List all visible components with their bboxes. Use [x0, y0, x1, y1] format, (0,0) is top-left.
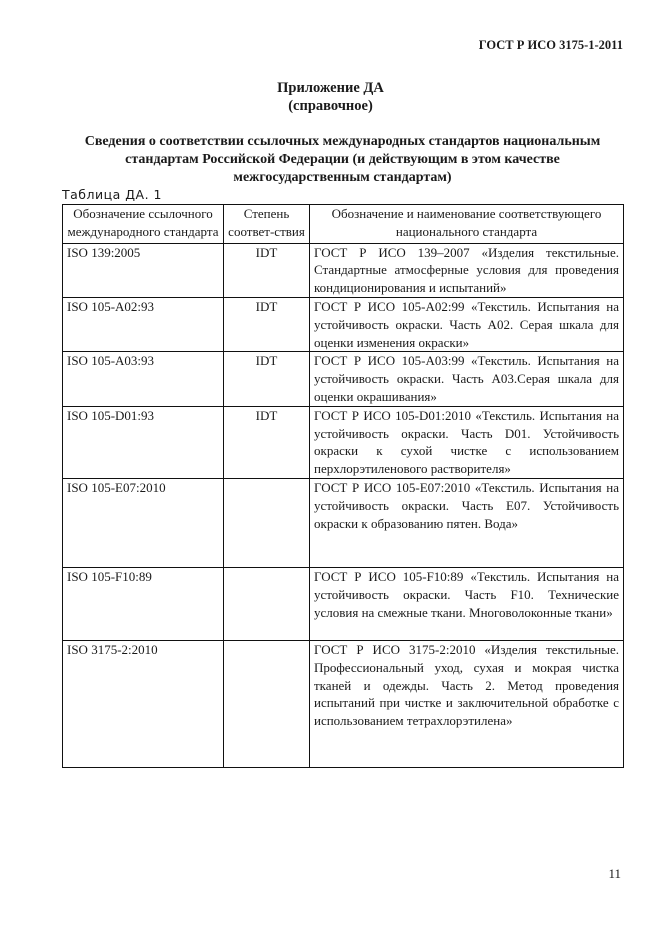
table-caption: Таблица ДА. 1: [62, 187, 162, 202]
degree-value: [224, 640, 310, 767]
international-code: ISO 105-D01:93: [63, 406, 224, 478]
degree-value: IDT: [224, 243, 310, 297]
degree-value: [224, 478, 310, 567]
table-row: [63, 478, 624, 567]
column-header-international: Обозначение ссылочного международного стандарта: [63, 205, 224, 244]
international-code: ISO 105-A02:93: [63, 297, 224, 351]
column-header-national: Обозначение и наименование соответствующего национального стандарта: [310, 205, 624, 244]
international-code: ISO 139:2005: [63, 243, 224, 297]
table-row: [63, 243, 624, 297]
correspondence-table: [62, 204, 624, 768]
column-header-degree: Степень соответ-ствия: [224, 205, 310, 244]
table-row: [63, 567, 624, 640]
appendix-title: Приложение ДА: [277, 80, 384, 96]
degree-value: IDT: [224, 352, 310, 406]
table-row: [63, 406, 624, 478]
table-header-row: [63, 205, 624, 244]
degree-value: IDT: [224, 297, 310, 351]
document-code: ГОСТ Р ИСО 3175-1-2011: [478, 38, 623, 52]
international-code: ISO 3175-2:2010: [63, 640, 224, 767]
table-row: [63, 297, 624, 351]
table-row: [63, 352, 624, 406]
national-standard: ГОСТ Р ИСО 105-A02:99 «Текстиль. Испытания на устойчивость окраски. Часть A02. Серая шкала для оценки изменения окраски»: [310, 297, 624, 351]
international-code: ISO 105-A03:93: [63, 352, 224, 406]
page-number: 11: [608, 866, 621, 881]
national-standard: ГОСТ Р ИСО 105-E07:2010 «Текстиль. Испытания на устойчивость окраски. Часть E07. Устойчивость окраски к образованию пятен. Вода»: [310, 478, 624, 567]
national-standard: ГОСТ Р ИСО 139–2007 «Изделия текстильные. Стандартные атмосферные условия для проведения кондиционирования и испытаний»: [310, 243, 624, 297]
international-code: ISO 105-F10:89: [63, 567, 224, 640]
appendix-subtitle: (справочное): [288, 98, 373, 114]
national-standard: ГОСТ Р ИСО 3175-2:2010 «Изделия текстильные. Профессиональный уход, сухая и мокрая чистка тканей и одежды. Часть 2. Метод проведения испытаний при чистке и заключительной обработке с использованием тетрахлорэтилена»: [310, 640, 624, 767]
national-standard: ГОСТ Р ИСО 105-F10:89 «Текстиль. Испытания на устойчивость окраски. Часть F10. Технические условия на смежные ткани. Многоволоконные ткани»: [310, 567, 624, 640]
degree-value: [224, 567, 310, 640]
national-standard: ГОСТ Р ИСО 105-D01:2010 «Текстиль. Испытания на устойчивость окраски. Часть D01. Устойчивость окраски к сухой чистке с использованием перхлорэтиленового растворителя»: [310, 406, 624, 478]
table-row: [63, 640, 624, 767]
degree-value: IDT: [224, 406, 310, 478]
national-standard: ГОСТ Р ИСО 105-A03:99 «Текстиль. Испытания на устойчивость окраски. Часть A03.Серая шкала для оценки окрашивания»: [310, 352, 624, 406]
international-code: ISO 105-E07:2010: [63, 478, 224, 567]
section-heading: Сведения о соответствии ссылочных международных стандартов национальным стандартам Российской Федерации (и действующим в этом качестве межгосударственным стандартам): [84, 134, 601, 185]
